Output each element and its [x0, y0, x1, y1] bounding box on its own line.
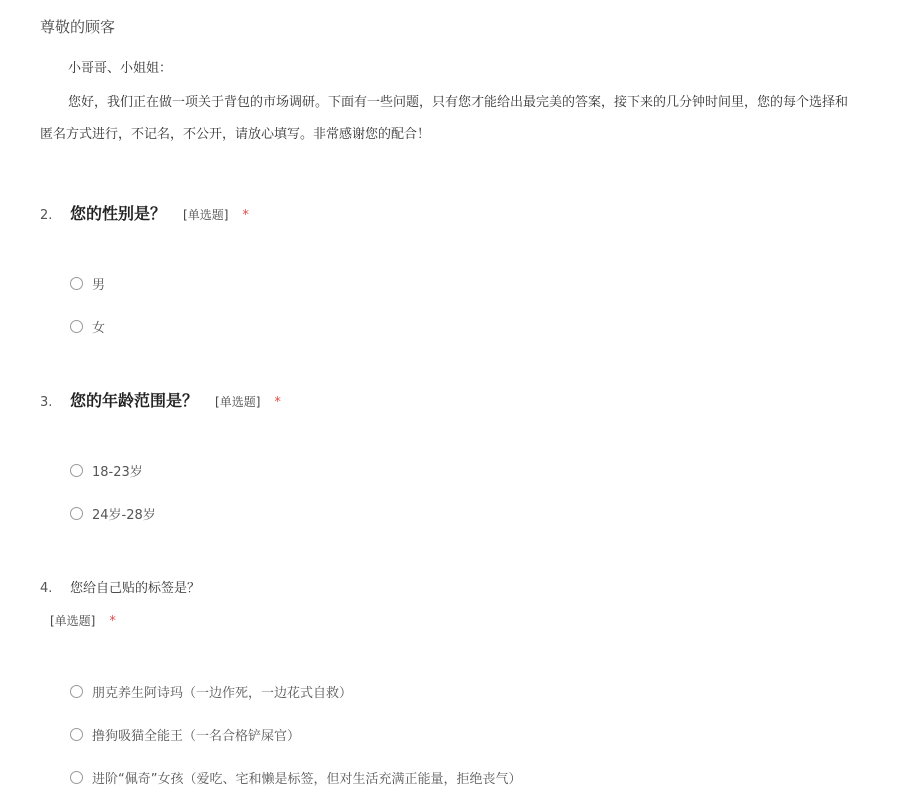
option-label: 男 [92, 278, 106, 293]
question-number: 4. [40, 581, 53, 596]
intro-body-line-1: 您好，我们正在做一项关于背包的市场调研。下面有一些问题，只有您才能给出最完美的答案，接下来的几分钟时间里，您的每个选择和 [68, 95, 849, 110]
radio-button[interactable] [70, 685, 83, 698]
required-mark: * [242, 208, 249, 223]
radio-button[interactable] [70, 728, 83, 741]
option-female[interactable] [70, 317, 105, 336]
option-peppa-girl[interactable] [70, 768, 521, 787]
question-type-tag: [单选题] [183, 208, 229, 222]
question-4-header [40, 577, 200, 596]
option-male[interactable] [70, 274, 105, 293]
radio-button[interactable] [70, 771, 83, 784]
option-age-24-28[interactable] [70, 504, 156, 523]
required-mark: * [274, 395, 281, 410]
question-title: 您的年龄范围是？ [70, 391, 199, 410]
option-punk-wellness[interactable] [70, 682, 352, 701]
radio-button[interactable] [70, 320, 83, 333]
option-label: 18-23岁 [92, 465, 143, 480]
question-title: 您给自己贴的标签是？ [70, 581, 201, 596]
radio-button[interactable] [70, 277, 83, 290]
question-number: 3. [40, 395, 53, 410]
question-2-header [40, 201, 249, 224]
question-type-tag: [单选题] [215, 395, 261, 409]
greeting: 尊敬的顾客 [40, 18, 116, 36]
option-label: 女 [92, 321, 106, 336]
option-age-18-23[interactable] [70, 461, 143, 480]
option-label: 24岁-28岁 [92, 508, 156, 523]
radio-button[interactable] [70, 464, 83, 477]
option-label: 朋克养生阿诗玛（一边作死，一边花式自救） [92, 686, 353, 701]
question-4-type-line [50, 612, 116, 629]
question-type-tag: [单选题] [50, 614, 96, 628]
question-title: 您的性别是？ [70, 204, 167, 223]
question-3-header [40, 388, 281, 411]
required-mark: * [109, 614, 116, 629]
intro-salutation: 小哥哥、小姐姐： [68, 61, 173, 76]
intro-body-line-2: 匿名方式进行，不记名，不公开，请放心填写。非常感谢您的配合！ [40, 127, 431, 142]
option-pet-lover[interactable] [70, 725, 300, 744]
question-number: 2. [40, 208, 53, 223]
option-label: 进阶“佩奇”女孩（爱吃、宅和懒是标签，但对生活充满正能量，拒绝丧气） [92, 772, 522, 787]
radio-button[interactable] [70, 507, 83, 520]
option-label: 撸狗吸猫全能王（一名合格铲屎官） [92, 729, 301, 744]
